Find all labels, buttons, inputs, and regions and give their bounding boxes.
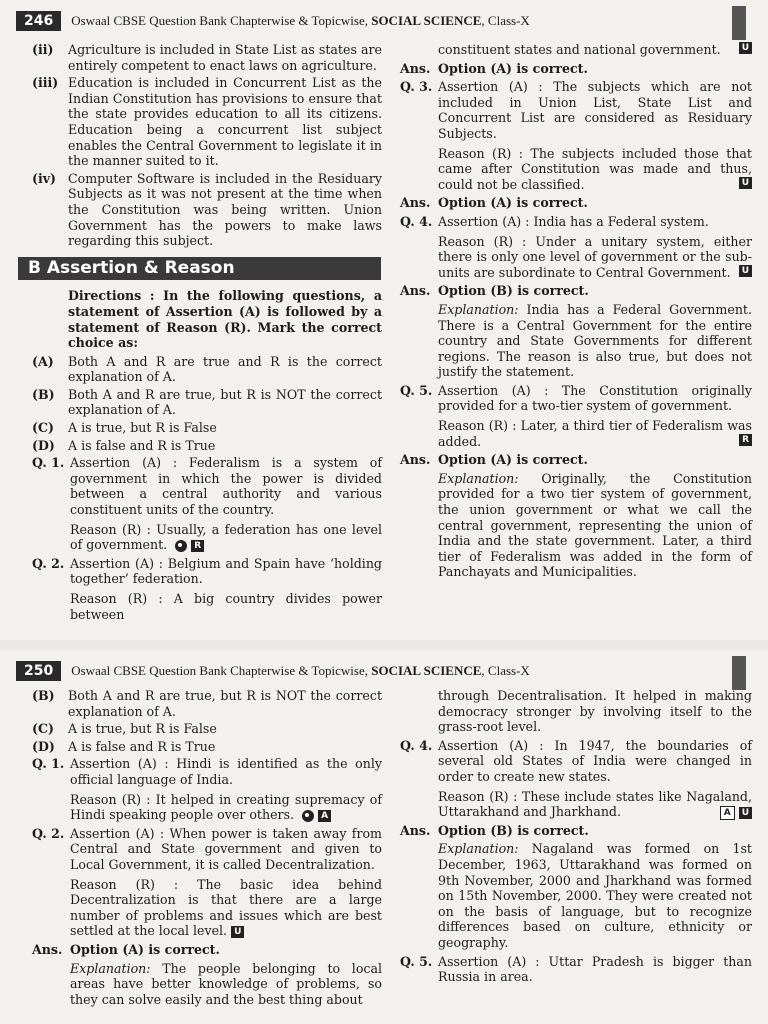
reason: Reason (R) : The basic idea behind Decentralization is that there are a large number of problems and issues which are best settled at the local level. U [70, 876, 382, 939]
header-title: Oswaal CBSE Question Bank Chapterwise & Topicwise, SOCIAL SCIENCE, Class-X [71, 13, 530, 28]
skill-badge: U [739, 42, 752, 54]
directions: Directions : In the following questions, a statement of Assertion (A) is followed by a statement of Reason (R). Mark the correct choice as: [68, 288, 382, 351]
answer: Ans. Option (B) is correct. [400, 822, 589, 838]
page-header [0, 8, 768, 34]
section-heading: B Assertion & Reason [18, 257, 381, 281]
skill-badge: U [231, 926, 244, 938]
answer: Ans. Option (A) is correct. [32, 941, 220, 957]
list-item: (ii) Agriculture is included in State List as states are entirely competent to enact laws on agriculture. [32, 42, 382, 73]
skill-badge: A [318, 810, 331, 822]
answer: Ans. Option (B) is correct. [400, 283, 589, 299]
skill-badge: U [739, 807, 752, 819]
reason: Reason (R) : It helped in creating supremacy of Hindi speaking people over others. A [70, 791, 382, 823]
question-2: Q. 2. Assertion (A) : Belgium and Spain have ‘holding together’ federation. [32, 555, 382, 587]
page-number: 250 [16, 661, 61, 681]
question-1: Q. 1. Assertion (A) : Federalism is a system of government in which the power is divided between a central authority and various constituent units of the country. [32, 455, 382, 518]
difficulty-icon [175, 540, 187, 552]
list-item: (iv) Computer Software is included in the Residuary Subjects as it was not present at the time when the Constitution was being written. Union Government has the powers to make laws regarding this subject. [32, 170, 382, 249]
reason: Reason (R) : A big country divides power between [70, 591, 382, 622]
reason: Reason (R) : These include states like Nagaland, Uttarakhand and Jharkhand. A U [438, 788, 752, 820]
option-item: (B) Both A and R are true, but R is NOT the correct explanation of A. [32, 688, 382, 719]
reason: Reason (R) : Later, a third tier of Federalism was added. R [438, 418, 752, 449]
question-3: Q. 3. Assertion (A) : The subjects which are not included in Union List, State List and Concurrent List are considered as Residuary Subjects. [400, 79, 752, 141]
answer: Ans. Option (A) is correct. [400, 195, 588, 211]
question-5: Q. 5. Assertion (A) : The Constitution originally provided for a two-tier system of government. [400, 382, 752, 414]
explanation: Explanation: The people belonging to local areas have better knowledge of problems, so they can solve easily and the best thing about [70, 960, 382, 1007]
explanation: Explanation: Originally, the Constitution provided for a two tier system of government, the union government or what we call the central government, representing the union of India and the state government. Later, a third tier of Federalism was added in the form of Panchayats and Municipalities. [438, 470, 752, 580]
question-4: Q. 4. Assertion (A) : In 1947, the boundaries of several old States of India were changed in order to create new states. [400, 737, 752, 784]
page-edge-tab [732, 656, 746, 690]
question-4: Q. 4. Assertion (A) : India has a Federal system. [400, 213, 709, 229]
continued-text: through Decentralisation. It helped in making democracy stronger by involving itself to the grass-root level. [438, 688, 752, 735]
option-item: (C) A is true, but R is False [32, 721, 217, 737]
explanation: Explanation: India has a Federal Government. There is a Central Government for the entire country and State Governments for different regions. The reason is also true, but does not justify the statement. [438, 301, 752, 380]
answer: Ans. Option (A) is correct. [400, 60, 588, 76]
skill-badge: U [739, 265, 752, 277]
option-item: (D) A is false and R is True [32, 738, 216, 754]
reason: Reason (R) : The subjects included those that came after Constitution was made and thus, could not be classified. U [438, 145, 752, 192]
left-column [28, 42, 382, 625]
option-item: (D) A is false and R is True [32, 437, 216, 453]
question-2: Q. 2. Assertion (A) : When power is taken away from Central and State government and given to Local Government, it is called Decentralization. [32, 825, 382, 872]
page-number: 246 [16, 11, 61, 31]
option-item: (C) A is true, but R is False [32, 420, 217, 436]
left-column [32, 688, 382, 1010]
reason: Reason (R) : Usually, a federation has one level of government. R [70, 521, 382, 553]
right-column [400, 688, 752, 987]
header-title: Oswaal CBSE Question Bank Chapterwise & Topicwise, SOCIAL SCIENCE, Class-X [71, 663, 530, 678]
skill-badge: U [739, 177, 752, 189]
explanation: Explanation: Nagaland was formed on 1st December, 1963, Uttarakhand was formed on 9th November, 2000 and Jharkhand was formed on 15th November, 2000. They were created not on the basis of language, but to recognize differences based on culture, ethnicity or geography. [438, 841, 752, 950]
page-250 [0, 650, 768, 1024]
page-header [0, 658, 768, 684]
question-5: Q. 5. Assertion (A) : Uttar Pradesh is bigger than Russia in area. [400, 953, 752, 985]
option-item: (A) Both A and R are true and R is the correct explanation of A. [32, 353, 382, 385]
continued-text: constituent states and national government. U [400, 42, 752, 58]
question-1: Q. 1. Assertion (A) : Hindi is identified as the only official language of India. [32, 756, 382, 787]
answer: Ans. Option (A) is correct. [400, 452, 588, 468]
list-item: (iii) Education is included in Concurrent List as the Indian Constitution has provisions to ensure that the state provides education to all its citizens. Education being a concurrent list subject enables the Central Government to legislate it in the manner suited to it. [32, 75, 382, 169]
right-column [400, 42, 752, 583]
skill-badge: R [191, 540, 204, 552]
difficulty-icon [302, 810, 314, 822]
reason: Reason (R) : Under a unitary system, either there is only one level of government or the sub-units are subordinate to Central Government. U [438, 233, 752, 280]
page-edge-tab [732, 6, 746, 40]
option-item: (B) Both A and R are true, but R is NOT the correct explanation of A. [32, 386, 382, 418]
skill-badge: A [720, 806, 735, 820]
skill-badge: R [739, 434, 752, 446]
